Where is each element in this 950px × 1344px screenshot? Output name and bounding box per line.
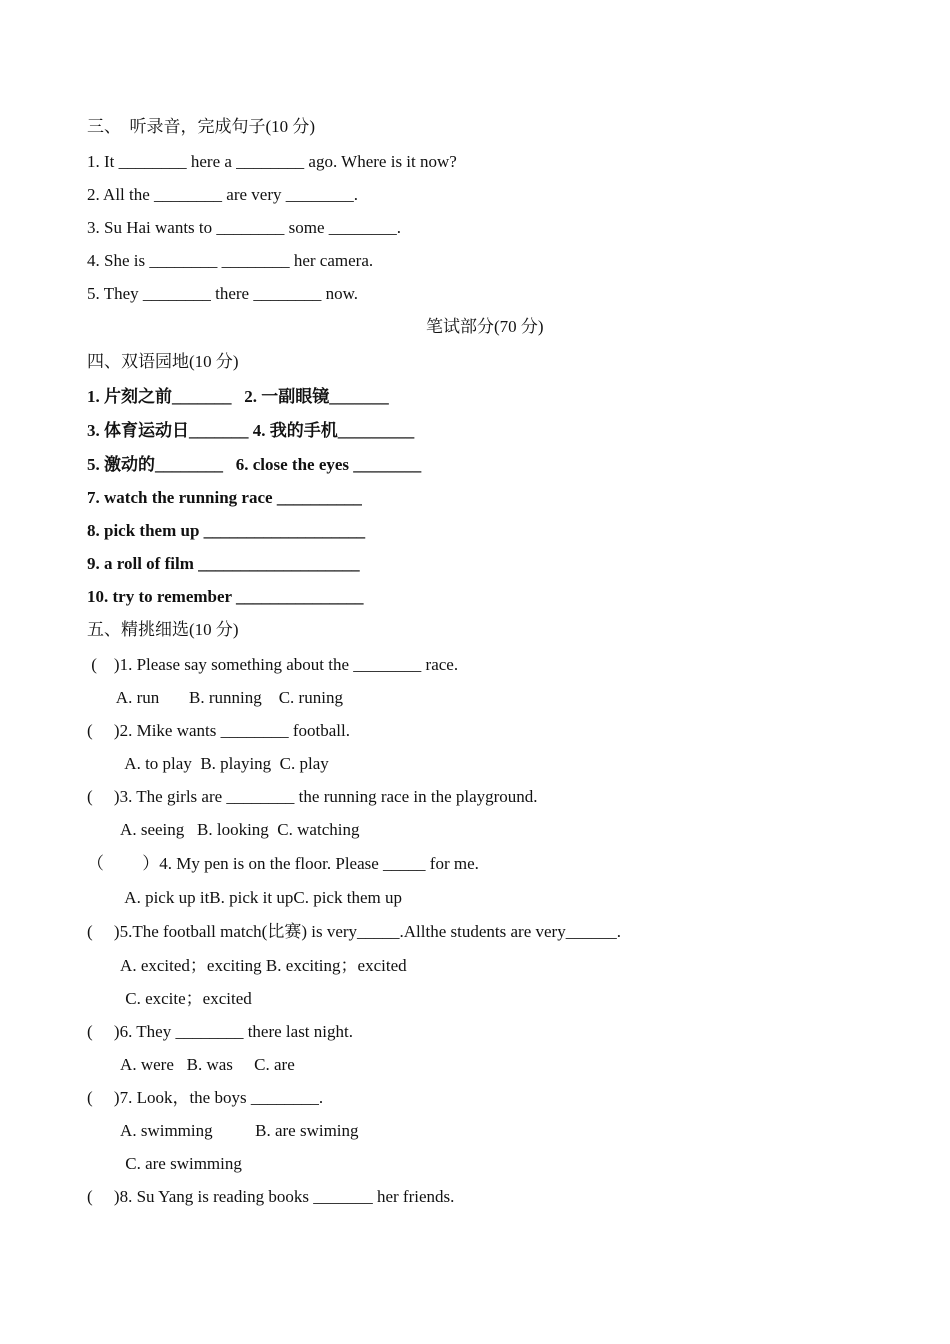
section4-heading: 四、双语园地(10 分) bbox=[87, 352, 239, 371]
section5-options-7a: A. swimming B. are swiming bbox=[87, 1121, 359, 1140]
section4-item-3: 5. 激动的________ 6. close the eyes ________ bbox=[87, 455, 422, 474]
written-part-title: 笔试部分(70 分) bbox=[426, 317, 544, 336]
section5-options-7b: C. are swimming bbox=[87, 1154, 242, 1173]
section5-options-2: A. to play B. playing C. play bbox=[87, 754, 329, 773]
section5-options-3: A. seeing B. looking C. watching bbox=[87, 820, 360, 839]
section3-item-2: 2. All the ________ are very ________. bbox=[87, 185, 359, 204]
section5-options-6: A. were B. was C. are bbox=[87, 1055, 295, 1074]
section5-options-1: A. run B. running C. runing bbox=[87, 688, 343, 707]
section4-item-2: 3. 体育运动日_______ 4. 我的手机_________ bbox=[87, 421, 415, 440]
section4-item-7: 10. try to remember _______________ bbox=[87, 587, 364, 606]
section4-item-1: 1. 片刻之前_______ 2. 一副眼镜_______ bbox=[87, 387, 389, 406]
section5-question-8: ( )8. Su Yang is reading books _______ her friends. bbox=[87, 1187, 455, 1206]
section5-question-7: ( )7. Look，the boys ________. bbox=[87, 1088, 324, 1107]
section5-heading: 五、精挑细选(10 分) bbox=[87, 620, 239, 639]
section3-item-1: 1. It ________ here a ________ ago. Where is it now? bbox=[87, 152, 457, 171]
section4-item-6: 9. a roll of film ___________________ bbox=[87, 554, 360, 573]
section4-item-5: 8. pick them up ___________________ bbox=[87, 521, 366, 540]
section5-question-6: ( )6. They ________ there last night. bbox=[87, 1022, 353, 1041]
section3-item-3: 3. Su Hai wants to ________ some ________. bbox=[87, 218, 402, 237]
section3-item-5: 5. They ________ there ________ now. bbox=[87, 284, 359, 303]
section5-question-3: ( )3. The girls are ________ the running race in the playground. bbox=[87, 787, 538, 806]
section3-item-4: 4. She is ________ ________ her camera. bbox=[87, 251, 374, 270]
section4-item-4: 7. watch the running race __________ bbox=[87, 488, 362, 507]
section5-question-1: ( )1. Please say something about the ________ race. bbox=[87, 655, 459, 674]
section5-options-5b: C. excite；excited bbox=[87, 989, 252, 1008]
section3-heading: 三、 听录音，完成句子(10 分) bbox=[87, 117, 316, 136]
section5-options-5a: A. excited；exciting B. exciting；excited bbox=[87, 956, 407, 975]
section5-question-2: ( )2. Mike wants ________ football. bbox=[87, 721, 350, 740]
section5-question-5: ( )5.The football match(比赛) is very_____.Allthe students are very______. bbox=[87, 922, 621, 941]
section5-question-4: （ ）4. My pen is on the floor. Please _____ for me. bbox=[87, 854, 479, 873]
section5-options-4: A. pick up itB. pick it upC. pick them up bbox=[87, 888, 402, 907]
